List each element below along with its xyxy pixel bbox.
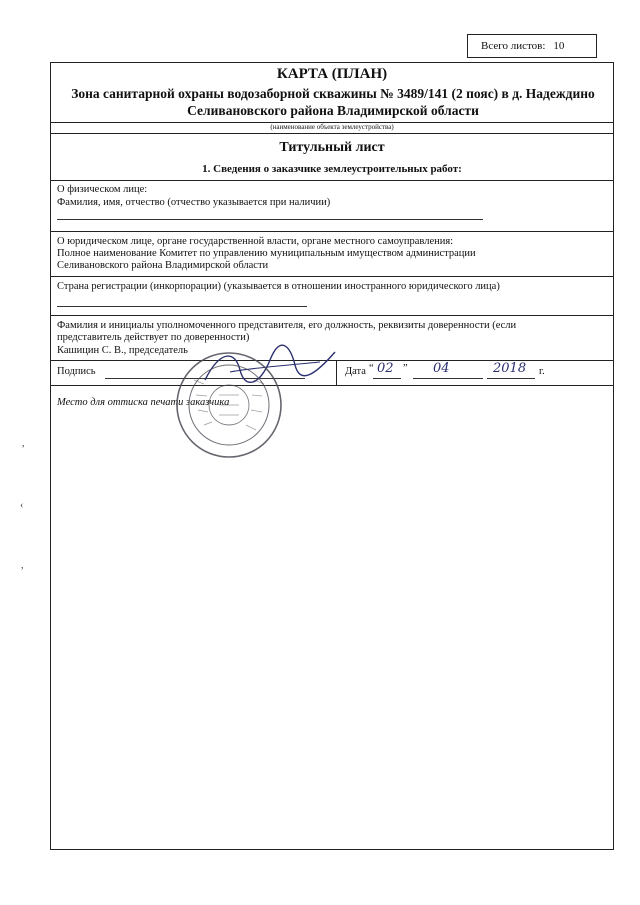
- margin-mark: ,: [22, 438, 25, 449]
- divider: [51, 231, 613, 232]
- date-year-line: [487, 378, 535, 379]
- sheets-count: 10: [553, 40, 565, 52]
- year-suffix: г.: [539, 366, 545, 377]
- registration-line: [57, 306, 307, 307]
- title-sheet-heading: Титульный лист: [279, 140, 385, 155]
- date-month: 04: [433, 361, 450, 376]
- margin-mark: ,: [21, 560, 24, 571]
- stamp-place-label: Место для оттиска печати заказчика: [57, 397, 230, 408]
- object-name: Зона санитарной охраны водозаборной скважины № 3489/141 (2 пояс) в д. Надеждино Селивановского района Владимирской области: [71, 86, 595, 118]
- date-label: Дата: [345, 366, 366, 377]
- date-month-line: [413, 378, 483, 379]
- divider: [51, 276, 613, 277]
- divider: [51, 133, 613, 134]
- sheets-count-box: [467, 34, 597, 58]
- margin-mark: ‹: [20, 500, 24, 511]
- divider: [51, 180, 613, 181]
- sheets-label: Всего листов:: [481, 40, 546, 52]
- legal-entity-name-line1: Полное наименование Комитет по управлению муниципальным имуществом администрации: [57, 248, 476, 259]
- representative-label-line1: Фамилия и инициалы уполномоченного представителя, его должность, реквизиты доверенности (если: [57, 320, 517, 331]
- individual-label: О физическом лице:: [57, 184, 148, 195]
- document-frame: КАРТА (ПЛАН) Зона санитарной охраны водозаборной скважины № 3489/141 (2 пояс) в д. Надеждино Селивановского района Владимирской области (наименование объекта землеустройства) Титульный лист 1. Сведения о заказчике землеустроительных работ: О физическом лице: Фамилия, имя, отчество (отчество указывается при наличии) О юридическом лице, органе государственной власти, органе местного самоуправления: Полное наименование Комитет по управлению муниципальным имуществом администрации Селивановского района Владимирской области Страна регистрации (инкорпорации) (указывается в отношении иностранного юридического лица) Фамилия и инициалы уполномоченного представителя, его должность, реквизиты доверенности (если представитель действует по доверенности) Кашицин С. В., председатель Подпись Дата “ 02 ” 04 2018 г. Место для оттиска печати заказчика: [50, 62, 614, 850]
- date-day-line: [373, 378, 401, 379]
- representative-label-line2: представитель действует по доверенности): [57, 332, 250, 343]
- round-seal: [174, 350, 284, 460]
- date-year: 2018: [493, 361, 527, 376]
- representative-value: Кашицин С. В., председатель: [57, 345, 188, 356]
- date-day: 02: [377, 361, 394, 376]
- individual-name-line: [57, 219, 483, 220]
- individual-name-label: Фамилия, имя, отчество (отчество указывается при наличии): [57, 197, 331, 208]
- legal-entity-name-line2: Селивановского района Владимирской области: [57, 260, 269, 271]
- registration-country-label: Страна регистрации (инкорпорации) (указывается в отношении иностранного юридического лица): [57, 281, 500, 292]
- object-name-caption: (наименование объекта землеустройства): [270, 123, 394, 131]
- signature-label: Подпись: [57, 366, 96, 377]
- customer-section-heading: 1. Сведения о заказчике землеустроительных работ:: [202, 163, 462, 175]
- divider: [51, 315, 613, 316]
- document-title: КАРТА (ПЛАН): [276, 66, 388, 82]
- legal-entity-label: О юридическом лице, органе государственной власти, органе местного самоуправления:: [57, 236, 454, 247]
